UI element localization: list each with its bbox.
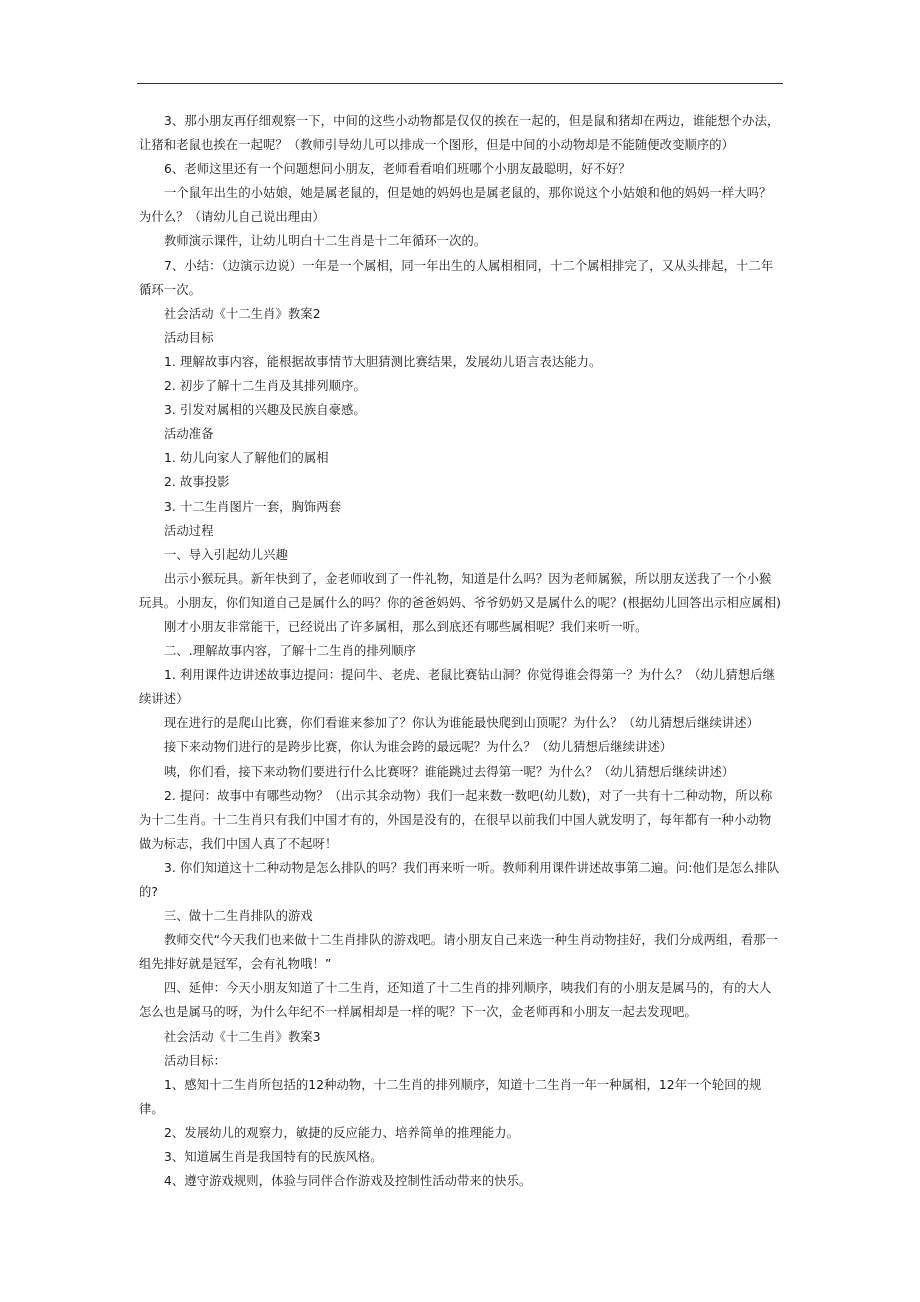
section-title: 社会活动《十二生肖》教案3 <box>164 1029 321 1044</box>
paragraph: 6、老师这里还有一个问题想问小朋友，老师看看咱们班哪个小朋友最聪明，好不好？ <box>164 162 631 177</box>
step-heading: 三、做十二生肖排队的游戏 <box>164 909 313 924</box>
subheading: 活动过程 <box>164 523 214 538</box>
step-heading: 二、.理解故事内容，了解十二生肖的排列顺序 <box>164 644 416 659</box>
document-body <box>139 109 783 1193</box>
paragraph: 1. 利用课件边讲述故事边提问：提问牛、老虎、老鼠比赛钻山洞？你觉得谁会得第一？为什么？（幼儿猜想后继续讲述） <box>139 668 775 707</box>
header-rule <box>137 83 783 84</box>
list-item: 3. 引发对属相的兴趣及民族自豪感。 <box>164 403 366 418</box>
paragraph: 四、延伸：今天小朋友知道了十二生肖，还知道了十二生肖的排列顺序，咦我们有的小朋友是属马的，有的大人怎么也是属马的呀，为什么年纪不一样属相却是一样的呢？下一次，金老师再和小朋友一起去发现吧。 <box>139 981 772 1020</box>
list-item: 4、遵守游戏规则，体验与同伴合作游戏及控制性活动带来的快乐。 <box>164 1174 532 1189</box>
paragraph: 3. 你们知道这十二种动物是怎么排队的吗？我们再来听一听。教师利用课件讲述故事第二遍。问:他们是怎么排队的? <box>139 860 780 899</box>
list-item: 2、发展幼儿的观察力，敏捷的反应能力、培养简单的推理能力。 <box>164 1125 520 1140</box>
paragraph: 现在进行的是爬山比赛，你们看谁来参加了？你认为谁能最快爬到山顶呢？为什么？（幼儿猜想后继续讲述） <box>164 716 760 731</box>
list-item: 1. 幼儿向家人了解他们的属相 <box>164 451 329 466</box>
paragraph: 刚才小朋友非常能干，已经说出了许多属相，那么到底还有哪些属相呢？我们来听一听。 <box>164 619 648 634</box>
list-item: 2. 故事投影 <box>164 475 230 490</box>
paragraph: 3、那小朋友再仔细观察一下，中间的这些小动物都是仅仅的挨在一起的，但是鼠和猪却在两边，谁能想个办法，让猪和老鼠也挨在一起呢？（教师引导幼儿可以排成一个图形，但是中间的小动物却是不能随便改变顺序的） <box>139 114 780 153</box>
list-item: 2. 初步了解十二生肖及其排列顺序。 <box>164 379 366 394</box>
paragraph: 教师演示课件，让幼儿明白十二生肖是十二年循环一次的。 <box>164 234 487 249</box>
paragraph: 2. 提问：故事中有哪些动物？（出示其余动物）我们一起来数一数吧(幼儿数)，对了一共有十二种动物，所以称为十二生肖。十二生肖只有我们中国才有的，外国是没有的，在很早以前我们中国人就发明了，每年都有一种小动物做为标志，我们中国人真了不起呀！ <box>139 788 773 851</box>
paragraph: 一个鼠年出生的小姑娘，她是属老鼠的，但是她的妈妈也是属老鼠的，那你说这个小姑娘和他的妈妈一样大吗？为什么？（请幼儿自己说出理由） <box>139 186 772 225</box>
paragraph: 教师交代“今天我们也来做十二生肖排队的游戏吧。请小朋友自己来选一种生肖动物挂好，我们分成两组，看那一组先排好就是冠军，会有礼物哦！” <box>139 933 778 972</box>
paragraph: 咦，你们看，接下来动物们要进行什么比赛呀？谁能跳过去得第一呢？为什么？（幼儿猜想后继续讲述） <box>164 764 735 779</box>
paragraph: 出示小猴玩具。新年快到了，金老师收到了一件礼物，知道是什么吗？因为老师属猴，所以朋友送我了一个小猴玩具。小朋友，你们知道自己是属什么的吗？你的爸爸妈妈、爷爷奶奶又是属什么的呢？(根据幼儿回答出示相应属相) <box>139 571 782 610</box>
subheading: 活动目标： <box>164 1053 226 1068</box>
step-heading: 一、导入引起幼儿兴趣 <box>164 547 288 562</box>
list-item: 1、感知十二生肖所包括的12种动物，十二生肖的排列顺序，知道十二生肖一年一种属相，12年一个轮回的规律。 <box>139 1077 762 1116</box>
paragraph: 接下来动物们进行的是跨步比赛，你认为谁会跨的最远呢？为什么？（幼儿猜想后继续讲述） <box>164 740 673 755</box>
subheading: 活动目标 <box>164 330 214 345</box>
paragraph: 7、小结：（边演示边说）一年是一个属相，同一年出生的人属相相同，十二个属相排完了，又从头排起，十二年循环一次。 <box>139 258 774 297</box>
section-title: 社会活动《十二生肖》教案2 <box>164 306 321 321</box>
subheading: 活动准备 <box>164 427 214 442</box>
list-item: 3. 十二生肖图片一套，胸饰两套 <box>164 499 342 514</box>
list-item: 3、知道属生肖是我国特有的民族风格。 <box>164 1150 383 1165</box>
list-item: 1. 理解故事内容，能根据故事情节大胆猜测比赛结果，发展幼儿语言表达能力。 <box>164 354 602 369</box>
